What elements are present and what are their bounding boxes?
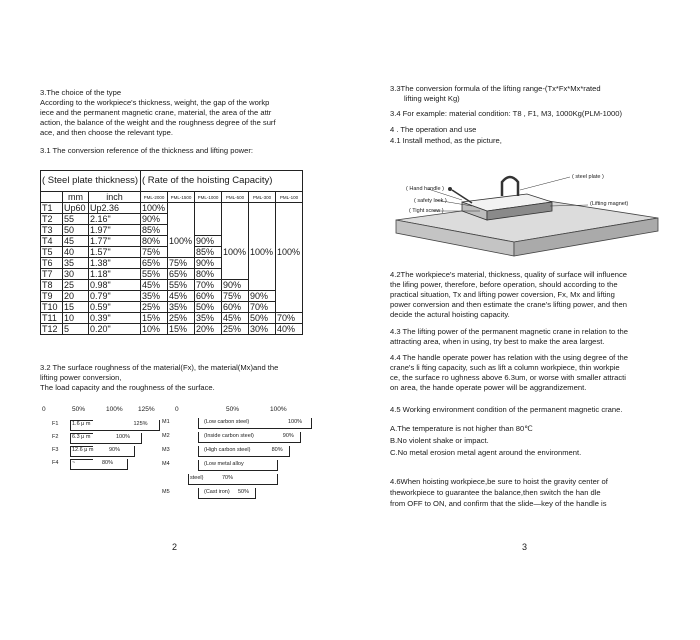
rate-cell: 100%: [276, 247, 303, 313]
roughness-code: F1: [52, 421, 59, 427]
row-mm: Up60: [63, 203, 89, 214]
rate-cell: 75%: [168, 258, 195, 269]
intro-line-3: action, the balance of the weight and the roughness degree of the surf: [40, 118, 276, 127]
material-value: 80%: [271, 447, 283, 453]
col-model: PML-500: [222, 192, 249, 203]
material-label: (Low carbon steel): [204, 419, 250, 425]
material-code: M2: [162, 433, 170, 439]
col-model: PML-100: [276, 192, 303, 203]
rate-cell: 90%: [141, 214, 168, 225]
p43-line-1: 4.3 The lifting power of the permanent magnetic crane in relation to the: [390, 327, 628, 336]
material-label: steel): [190, 475, 204, 481]
row-id: T8: [41, 280, 63, 291]
roughness-label: 12.6 μ m: [72, 447, 94, 453]
rate-cell: 55%: [141, 269, 168, 280]
rate-cell: 100%: [249, 247, 276, 291]
p45-heading: 4.5 Working environment condition of the permanent magnetic crane.: [390, 405, 623, 414]
row-mm: 10: [63, 313, 89, 324]
label-tight-screw: ( Tight screw ): [409, 208, 444, 214]
p42-line-4: power conversion and then estimate the crane's lifting power, and then: [390, 300, 628, 309]
material-code: M4: [162, 461, 170, 467]
rate-cell: 100%: [141, 203, 168, 214]
table-caption: 3.1 The conversion reference of the thickness and lifting power:: [40, 146, 254, 155]
rate-cell: 90%: [195, 258, 222, 269]
col-mm: mm: [63, 192, 89, 203]
col-model: PML-300: [249, 192, 276, 203]
row-inch: 1.57": [89, 247, 141, 258]
material-code: M3: [162, 447, 170, 453]
rate-cell: 25%: [222, 324, 249, 335]
col-inch: inch: [89, 192, 141, 203]
row-id: T6: [41, 258, 63, 269]
rate-cell: 70%: [249, 302, 276, 313]
roughness-code: F3: [52, 447, 59, 453]
p46-line-3: from OFF to ON, and confirm that the slide—key of the handle is: [390, 499, 607, 508]
p44-line-3: ce, the surface ro ughness above 6.3um, or worse with smaller attracti: [390, 373, 626, 382]
rate-cell: 30%: [249, 324, 276, 335]
p46-line-1: 4.6When hoisting workpiece,be sure to hoist the gravity center of: [390, 477, 608, 486]
roughness-axis-tick: 0: [42, 406, 46, 413]
row-id: T3: [41, 225, 63, 236]
row-mm: 50: [63, 225, 89, 236]
roughness-value: 100%: [116, 434, 131, 440]
roughness-axis-tick: 125%: [138, 406, 155, 413]
p42-line-1: 4.2The workpiece's material, thickness, quality of surface will influence: [390, 270, 627, 279]
rate-cell: 90%: [222, 280, 249, 291]
label-steel-plate: ( steel plate ): [572, 174, 604, 180]
row-mm: 25: [63, 280, 89, 291]
condition-c: C.No metal erosion metal agent around the environment.: [390, 448, 582, 457]
material-axis-tick: 100%: [270, 406, 287, 413]
rate-cell: 25%: [141, 302, 168, 313]
label-hand-handle: ( Hand handle ): [406, 186, 444, 192]
rate-cell: 35%: [141, 291, 168, 302]
rate-cell: 100%: [222, 247, 249, 280]
rate-cell: 65%: [168, 269, 195, 280]
rate-cell: 45%: [168, 291, 195, 302]
rate-cell: 85%: [195, 247, 222, 258]
rate-cell: 20%: [195, 324, 222, 335]
section-heading: 3.The choice of the type: [40, 88, 122, 97]
p43-line-2: attracting area, when in using, try best to make the area largest.: [390, 337, 605, 346]
material-label: (Low metal alloy: [204, 461, 244, 467]
rate-cell: 70%: [195, 280, 222, 291]
row-mm: 20: [63, 291, 89, 302]
row-inch: 2.16": [89, 214, 141, 225]
roughness-text-3: The load capacity and the roughness of the surface.: [40, 383, 215, 392]
roughness-text-2: lifting power conversion,: [40, 373, 122, 382]
row-inch: 1.18": [89, 269, 141, 280]
row-mm: 40: [63, 247, 89, 258]
p42-line-3: practical situation, Tx and lifting power coversion, Fx, Mx and lifting: [390, 290, 615, 299]
rate-cell: 60%: [195, 291, 222, 302]
roughness-label: ~: [72, 460, 76, 466]
condition-b: B.No violent shake or impact.: [390, 436, 489, 445]
p42-line-5: decide the actural hoisting capacity.: [390, 310, 510, 319]
page-number: 2: [172, 542, 178, 552]
row-inch: 0.20": [89, 324, 141, 335]
rate-cell: 45%: [141, 280, 168, 291]
material-value: 100%: [288, 419, 303, 425]
table-title-thickness: ( Steel plate thickness): [41, 171, 141, 192]
roughness-text-1: 3.2 The surface roughness of the material(Fx), the material(Mx)and the: [40, 363, 279, 372]
p46-line-2: theworkpiece to guarantee the balance,then switch the han dle: [390, 488, 601, 497]
rate-cell: 70%: [276, 313, 303, 324]
roughness-axis-tick: 100%: [106, 406, 123, 413]
row-inch: Up2.36: [89, 203, 141, 214]
row-id: T7: [41, 269, 63, 280]
install-method: 4.1 Install method, as the picture,: [390, 136, 502, 145]
material-label: (Inside carbon steel): [204, 433, 254, 439]
rate-cell: 90%: [249, 291, 276, 302]
formula-line-1: 3.3The conversion formula of the lifting range-(Tx*Fx*Mx*rated: [390, 84, 601, 93]
page-number: 3: [522, 542, 528, 552]
row-mm: 35: [63, 258, 89, 269]
p44-line-4: on area, the hande operate power will be aggrandizement.: [390, 383, 587, 392]
row-inch: 1.38": [89, 258, 141, 269]
row-mm: 45: [63, 236, 89, 247]
roughness-value: 80%: [102, 460, 114, 466]
p44-line-2: crane's li fting capacity, such as lift a column workpiece, thin workpie: [390, 363, 620, 372]
condition-a: A.The temperature is not higher than 80℃: [390, 424, 533, 433]
intro-line-2: iece and the permanent magnetic crane, material, the area of the attr: [40, 108, 272, 117]
rate-cell: 35%: [195, 313, 222, 324]
rate-cell: 25%: [168, 313, 195, 324]
label-lifting-magnet: (Lifting magnet): [590, 201, 629, 207]
row-mm: 5: [63, 324, 89, 335]
material-value: 70%: [222, 475, 234, 481]
roughness-value: 90%: [109, 447, 121, 453]
rate-cell: 75%: [222, 291, 249, 302]
roughness-code: F4: [52, 460, 59, 466]
rate-cell: 50%: [249, 313, 276, 324]
row-inch: 0.79": [89, 291, 141, 302]
roughness-code: F2: [52, 434, 59, 440]
row-id: T10: [41, 302, 63, 313]
material-value: 50%: [238, 489, 250, 495]
roughness-axis-tick: 50%: [72, 406, 86, 413]
row-id: T1: [41, 203, 63, 214]
row-id: T4: [41, 236, 63, 247]
row-inch: 1.77": [89, 236, 141, 247]
rate-cell: 45%: [222, 313, 249, 324]
row-inch: 0.39": [89, 313, 141, 324]
intro-line-1: According to the workpiece's thickness, weight, the gap of the workp: [40, 98, 270, 107]
rate-cell: 35%: [168, 302, 195, 313]
rate-cell: 80%: [141, 236, 168, 247]
p42-line-2: the lifing power, therefore, before operation, should according to the: [390, 280, 618, 289]
row-inch: 0.98": [89, 280, 141, 291]
row-id: T11: [41, 313, 63, 324]
example-line: 3.4 For example: material condition: T8 , F1, M3, 1000Kg(PLM-1000): [390, 109, 623, 118]
material-label: (High carbon steel): [204, 447, 251, 453]
rate-cell: 85%: [141, 225, 168, 236]
roughness-label: 1.6 μ m: [72, 421, 91, 427]
rate-cell: 60%: [222, 302, 249, 313]
rate-cell: 15%: [168, 324, 195, 335]
material-code: M5: [162, 489, 170, 495]
label-safety-lock: ( safety lock ): [414, 198, 447, 204]
rate-cell: 90%: [195, 236, 222, 247]
rate-cell: 55%: [168, 280, 195, 291]
rate-cell: 50%: [195, 302, 222, 313]
rate-cell: 80%: [195, 269, 222, 280]
rate-cell: 65%: [141, 258, 168, 269]
rate-cell: 10%: [141, 324, 168, 335]
col-model: PML-2000: [141, 192, 168, 203]
row-id: T5: [41, 247, 63, 258]
col-model: PML-1000: [195, 192, 222, 203]
roughness-label: 6.3 μ m: [72, 434, 91, 440]
row-mm: 30: [63, 269, 89, 280]
operation-heading: 4 . The operation and use: [390, 125, 477, 134]
row-mm: 15: [63, 302, 89, 313]
right-page: [350, 0, 700, 640]
row-id: T2: [41, 214, 63, 225]
formula-line-2: lifting weight Kg): [404, 94, 460, 103]
row-inch: 0.59": [89, 302, 141, 313]
col-model: PML-1500: [168, 192, 195, 203]
material-value: 90%: [282, 433, 294, 439]
row-id: T9: [41, 291, 63, 302]
roughness-value: 125%: [133, 421, 148, 427]
table-title-capacity: ( Rate of the hoisting Capacity): [141, 171, 303, 192]
row-id: T12: [41, 324, 63, 335]
rate-cell: 40%: [276, 324, 303, 335]
row-inch: 1.97": [89, 225, 141, 236]
material-axis-tick: 50%: [226, 406, 240, 413]
material-label: (Cast iron): [204, 489, 230, 495]
intro-line-4: ace, and then choose the relevant type.: [40, 128, 173, 137]
p44-line-1: 4.4 The handle operate power has relation with the using degree of the: [390, 353, 628, 362]
rate-cell: 75%: [141, 247, 168, 258]
rate-cell: 100%: [168, 225, 195, 258]
material-code: M1: [162, 419, 170, 425]
rate-cell: 15%: [141, 313, 168, 324]
material-axis-tick: 0: [175, 406, 179, 413]
row-mm: 55: [63, 214, 89, 225]
